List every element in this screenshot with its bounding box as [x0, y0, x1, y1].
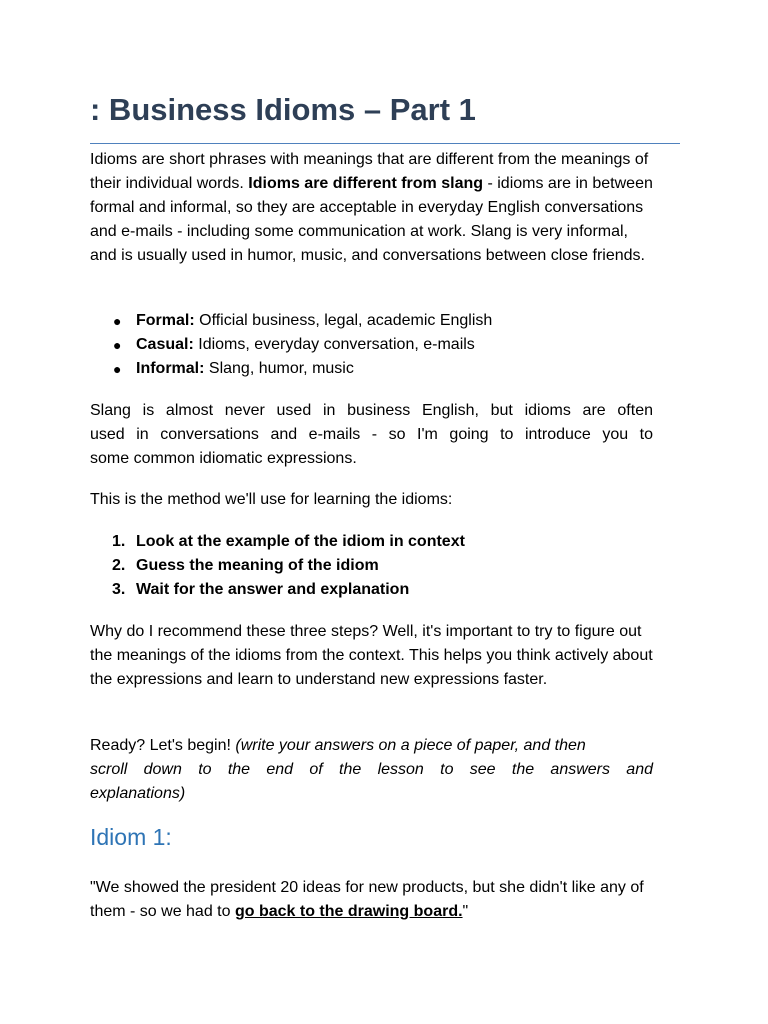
ready-italic-text: scroll down to the end of the lesson to see the answers and [90, 761, 653, 778]
list-item [90, 357, 653, 381]
register-list [90, 309, 653, 381]
register-label: Formal: [136, 312, 195, 329]
why-paragraph: Why do I recommend these three steps? Well, it's important to try to figure out the meanings of the idioms from the context. This helps you think actively about the expressions and learn to understand new expressions faster. [90, 623, 653, 688]
page-title: : Business Idioms – Part 1 [90, 92, 476, 127]
idiom-quote-end: " [462, 903, 469, 920]
slang-paragraph [90, 399, 653, 471]
ready-italic-text: (write your answers on a piece of paper, and then [235, 737, 586, 754]
list-item [90, 333, 653, 357]
register-label: Casual: [136, 336, 194, 353]
register-label: Informal: [136, 360, 205, 377]
bullet-icon: ● [113, 361, 122, 377]
step-text: Guess the meaning of the idiom [136, 557, 379, 574]
list-item [90, 554, 653, 578]
ready-text: Ready? Let's begin! [90, 737, 236, 754]
register-text: Official business, legal, academic English [194, 312, 493, 329]
step-number: 1. [112, 533, 126, 550]
bullet-icon: ● [113, 337, 122, 353]
intro-text-b: - idioms are in between formal and informal, so they are acceptable in everyday English conversations and e-mails - including some communication at work. Slang is very informal, and is usually used in humor, music, and conversations between close friends. [90, 175, 653, 264]
slang-line: some common idiomatic expressions. [90, 450, 357, 467]
register-text: Idioms, everyday conversation, e-mails [193, 336, 475, 353]
intro-paragraph [90, 148, 653, 268]
step-number: 3. [112, 581, 126, 598]
step-text: Look at the example of the idiom in context [136, 533, 465, 550]
intro-text-a: Idioms are short phrases with meanings that are different from the meanings of their individual words. [90, 151, 649, 192]
list-item [90, 578, 653, 602]
method-intro: This is the method we'll use for learning the idioms: [90, 491, 453, 508]
step-number: 2. [112, 557, 126, 574]
ready-italic-text: explanations) [90, 785, 186, 802]
slang-line: used in conversations and e-mails - so I'm going to introduce you to [90, 426, 653, 443]
idiom-phrase: go back to the drawing board. [234, 903, 463, 920]
method-steps [90, 530, 653, 602]
list-item [90, 530, 653, 554]
bullet-icon: ● [113, 313, 122, 329]
idiom-example [90, 876, 653, 924]
ready-paragraph [90, 734, 653, 806]
idiom-quote-text: "We showed the president 20 ideas for new products, but she didn't like any of them - so we had to [90, 879, 644, 920]
intro-bold-text: Idioms are different from slang [248, 175, 484, 192]
register-text: Slang, humor, music [204, 360, 354, 377]
list-item [90, 309, 653, 333]
step-text: Wait for the answer and explanation [136, 581, 410, 598]
idiom-heading: Idiom 1: [90, 824, 172, 850]
title-divider [90, 143, 680, 144]
ready-first-line [90, 734, 653, 758]
slang-line: Slang is almost never used in business English, but idioms are often [90, 402, 653, 419]
